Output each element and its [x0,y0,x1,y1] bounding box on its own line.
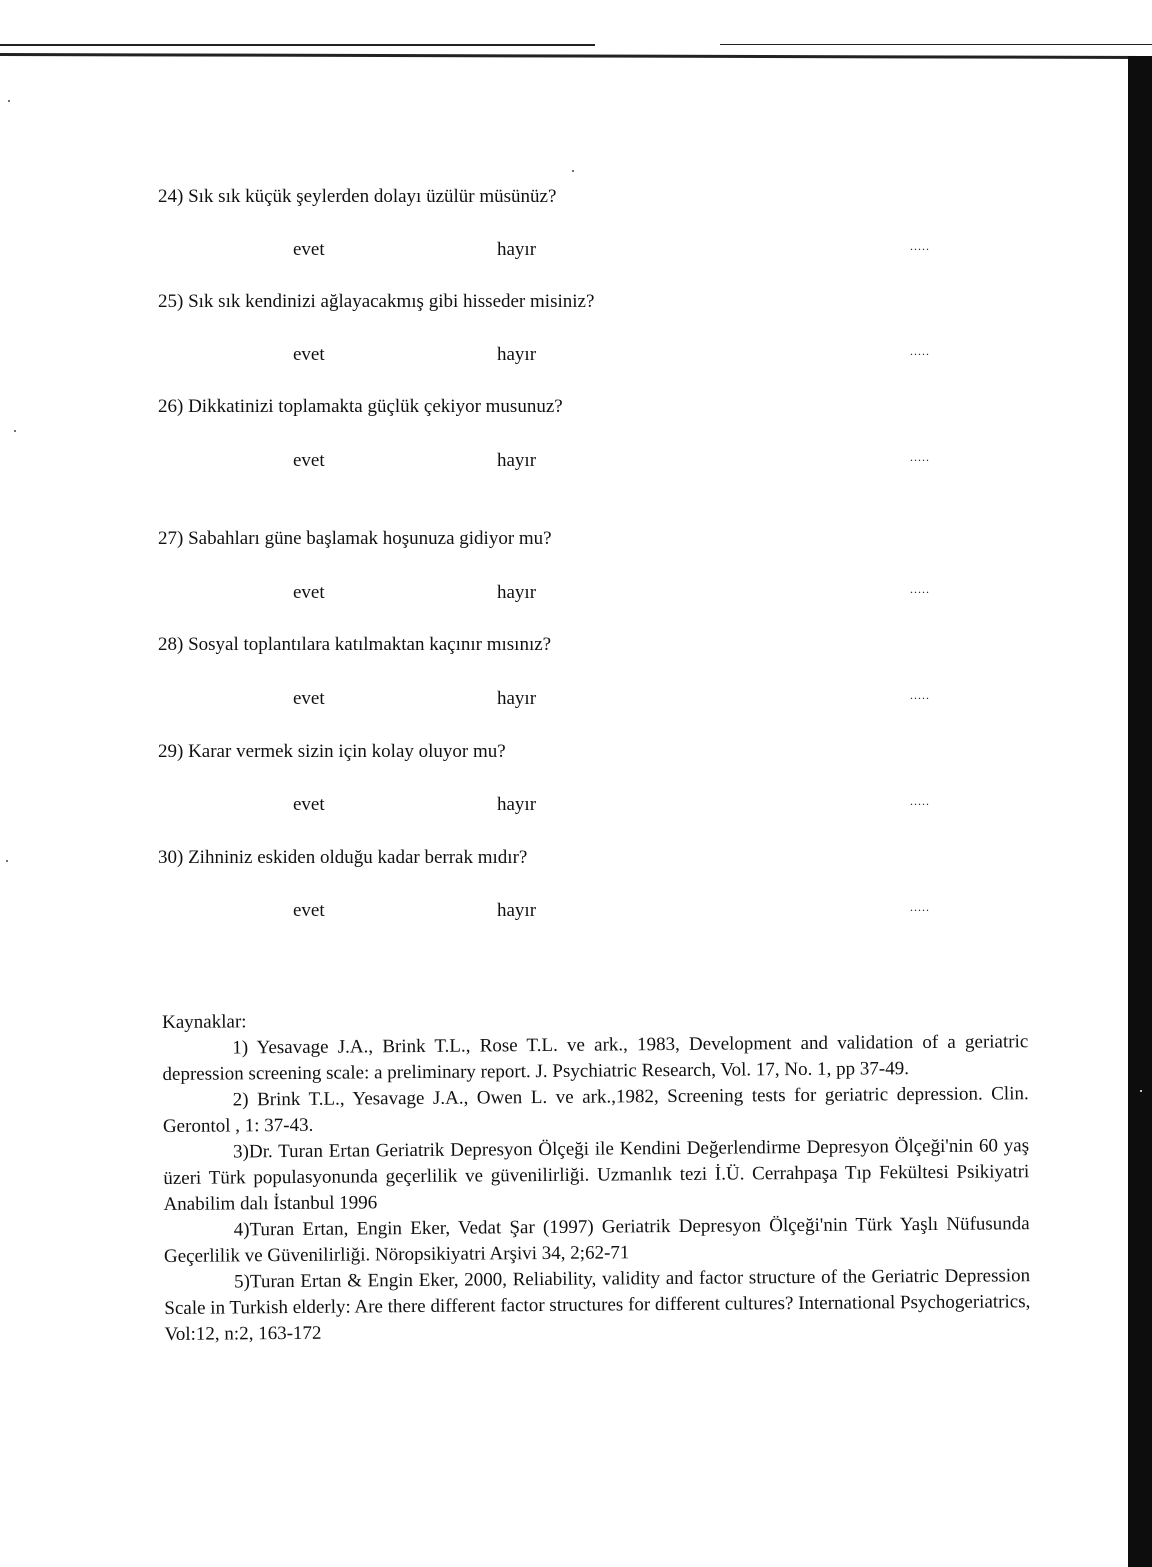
option-yes[interactable]: evet [293,450,325,471]
reference-item: 1) Yesavage J.A., Brink T.L., Rose T.L. ve ark., 1983, Development and validation of a geriatric depression screening scale: a preliminary report. J. Psychiatric Research, Vol. 17, No. 1, pp 37-49. [162,1031,1029,1085]
answer-blank[interactable]: ..... [910,900,930,914]
question-text: Karar vermek sizin için kolay oluyor mu? [188,741,506,762]
reference-item: 5)Turan Ertan & Engin Eker, 2000, Reliability, validity and factor structure of the Geriatric Depression Scale in Turkish elderly: Are there different factor structures for different cultures? International Psychogeriatrics, Vol:12, n:2, 163-172 [164,1265,1031,1345]
option-no[interactable]: hayır [497,239,537,260]
option-yes[interactable]: evet [293,582,325,603]
question-29 [158,741,506,763]
question-number: 28) [158,634,184,655]
answer-blank[interactable]: ..... [910,344,930,358]
option-no[interactable]: hayır [497,344,537,365]
answer-blank[interactable]: ..... [910,450,930,464]
question-number: 29) [158,741,184,762]
answer-blank[interactable]: ..... [910,239,930,253]
answer-row-25 [0,344,1120,368]
question-number: 27) [158,528,184,549]
references-title: Kaynaklar: [162,1011,247,1033]
reference-item: 2) Brink T.L., Yesavage J.A., Owen L. ve ark.,1982, Screening tests for geriatric depression. Clin. Gerontol , 1: 37-43. [162,1083,1029,1137]
question-text: Sık sık kendinizi ağlayacakmış gibi hisseder misiniz? [188,291,595,312]
references-section [162,1003,1031,1348]
scan-speck [572,170,574,172]
question-30 [158,847,527,869]
scan-edge-bar [1128,56,1152,1567]
option-no[interactable]: hayır [497,582,537,603]
option-no[interactable]: hayır [497,688,537,709]
scan-speck [14,430,16,432]
option-yes[interactable]: evet [293,239,325,260]
question-number: 25) [158,291,184,312]
question-number: 26) [158,396,184,417]
question-28 [158,634,551,656]
option-yes[interactable]: evet [293,344,325,365]
answer-row-30 [0,900,1120,924]
question-text: Sık sık küçük şeylerden dolayı üzülür müsünüz? [188,186,557,207]
option-no[interactable]: hayır [497,450,537,471]
scan-speck [6,860,8,862]
question-text: Dikkatinizi toplamakta güçlük çekiyor musunuz? [188,396,563,417]
option-yes[interactable]: evet [293,794,325,815]
question-25 [158,291,594,313]
option-yes[interactable]: evet [293,900,325,921]
answer-row-27 [0,582,1120,606]
answer-row-26 [0,450,1120,474]
answer-row-28 [0,688,1120,712]
scan-edge-line [0,53,1152,59]
question-24 [158,186,556,208]
answer-row-24 [0,239,1120,263]
option-no[interactable]: hayır [497,900,537,921]
reference-item: 3)Dr. Turan Ertan Geriatrik Depresyon Ölçeği ile Kendini Değerlendirme Depresyon Ölçeği'nin 60 yaş üzeri Türk populasyonunda geçerlilik ve güvenilirliği. Uzmanlık tezi İ.Ü. Cerrahpaşa Tıp Fekültesi Psikiyatri Anabilim dalı İstanbul 1996 [163,1135,1030,1215]
scan-edge-line [0,44,595,46]
scan-speck [1140,1090,1142,1092]
question-27 [158,528,552,550]
question-text: Zihniniz eskiden olduğu kadar berrak mıdır? [188,847,528,868]
question-number: 30) [158,847,184,868]
answer-blank[interactable]: ..... [910,582,930,596]
question-text: Sosyal toplantılara katılmaktan kaçınır mısınız? [188,634,552,655]
question-26 [158,396,563,418]
answer-blank[interactable]: ..... [910,794,930,808]
question-number: 24) [158,186,184,207]
answer-row-29 [0,794,1120,818]
scan-edge-line [720,44,1152,45]
option-yes[interactable]: evet [293,688,325,709]
scan-speck [8,100,10,102]
reference-item: 4)Turan Ertan, Engin Eker, Vedat Şar (1997) Geriatrik Depresyon Ölçeği'nin Türk Yaşlı Nüfusunda Geçerlilik ve Güvenilirliği. Nöropsikiyatri Arşivi 34, 2;62-71 [163,1213,1030,1267]
answer-blank[interactable]: ..... [910,688,930,702]
question-text: Sabahları güne başlamak hoşunuza gidiyor mu? [188,528,552,549]
option-no[interactable]: hayır [497,794,537,815]
